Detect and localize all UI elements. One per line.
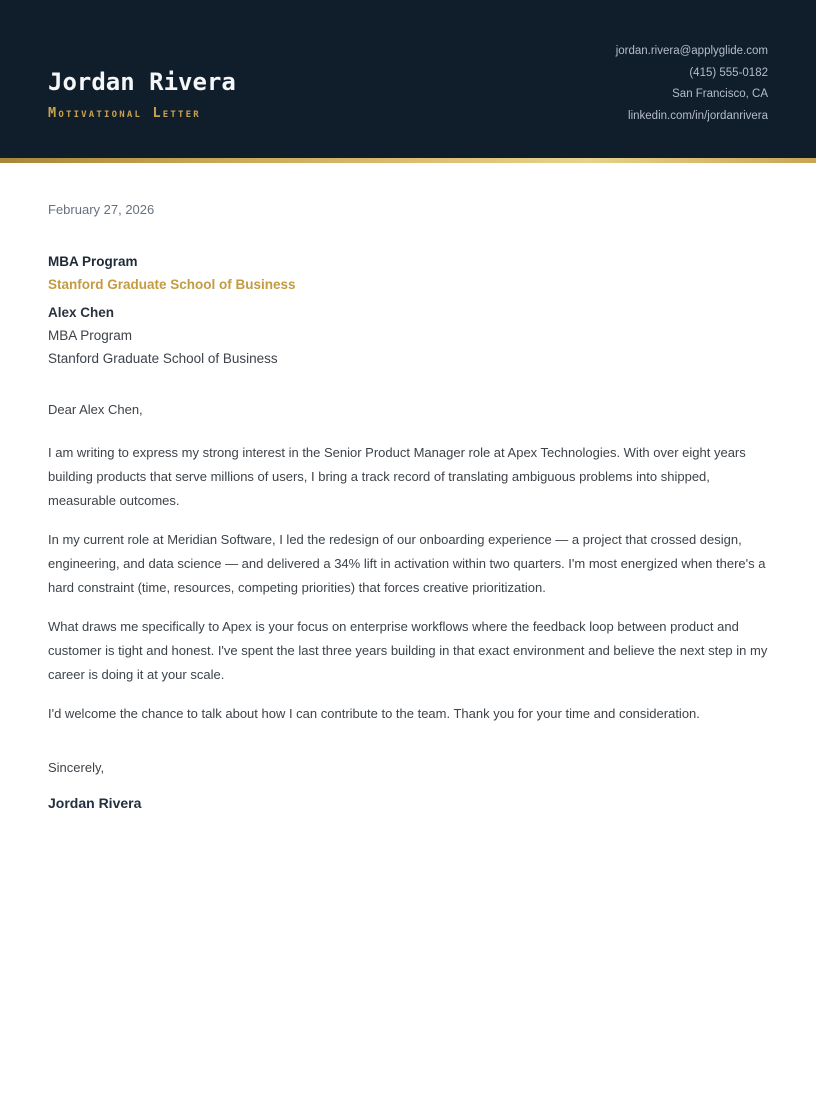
- contact-block: [616, 0, 768, 158]
- paragraph-current-role: In my current role at Meridian Software, I led the redesign of our onboarding experience — a project that crossed design, engineering, and data science — and delivered a 34% lift in activation within two quarters. I'm most energized when there's a hard constraint (time, resources, competing priorities) that forces creative prioritization.: [48, 531, 766, 595]
- letter-header: [0, 0, 816, 158]
- recipient-heading-program: MBA Program: [48, 253, 138, 269]
- salutation: Dear Alex Chen,: [48, 401, 143, 417]
- paragraph-motivation: What draws me specifically to Apex is your focus on enterprise workflows where the feedback loop between product and customer is tight and honest. I've spent the last three years building in that exact environment and believe the next step in my career is doing it at your scale.: [48, 618, 768, 682]
- signature-name: Jordan Rivera: [48, 794, 142, 811]
- contact-email: jordan.rivera@applyglide.com: [615, 45, 768, 57]
- document-subtitle: Motivational Letter: [48, 105, 201, 121]
- closing-salutation: Sincerely,: [48, 759, 105, 775]
- recipient-school: Stanford Graduate School of Business: [48, 350, 278, 366]
- contact-phone: (415) 555-0182: [689, 66, 768, 79]
- gold-divider: [0, 158, 816, 163]
- person-name: Jordan Rivera: [48, 68, 236, 96]
- contact-linkedin: linkedin.com/in/jordanrivera: [628, 110, 768, 123]
- recipient-program: MBA Program: [48, 327, 133, 343]
- recipient-heading-school: Stanford Graduate School of Business: [48, 276, 296, 292]
- identity-block: [48, 0, 236, 158]
- letter-body: [0, 201, 816, 812]
- recipient-name: Alex Chen: [48, 304, 115, 320]
- paragraph-closing-ask: I'd welcome the chance to talk about how I can contribute to the team. Thank you for your time and consideration.: [48, 705, 700, 721]
- contact-location: San Francisco, CA: [672, 88, 768, 101]
- paragraph-intro: I am writing to express my strong interest in the Senior Product Manager role at Apex Technologies. With over eight years building products that serve millions of users, I bring a track record of translating ambiguous problems into shipped, measurable outcomes.: [48, 444, 746, 508]
- letter-date: February 27, 2026: [48, 201, 155, 217]
